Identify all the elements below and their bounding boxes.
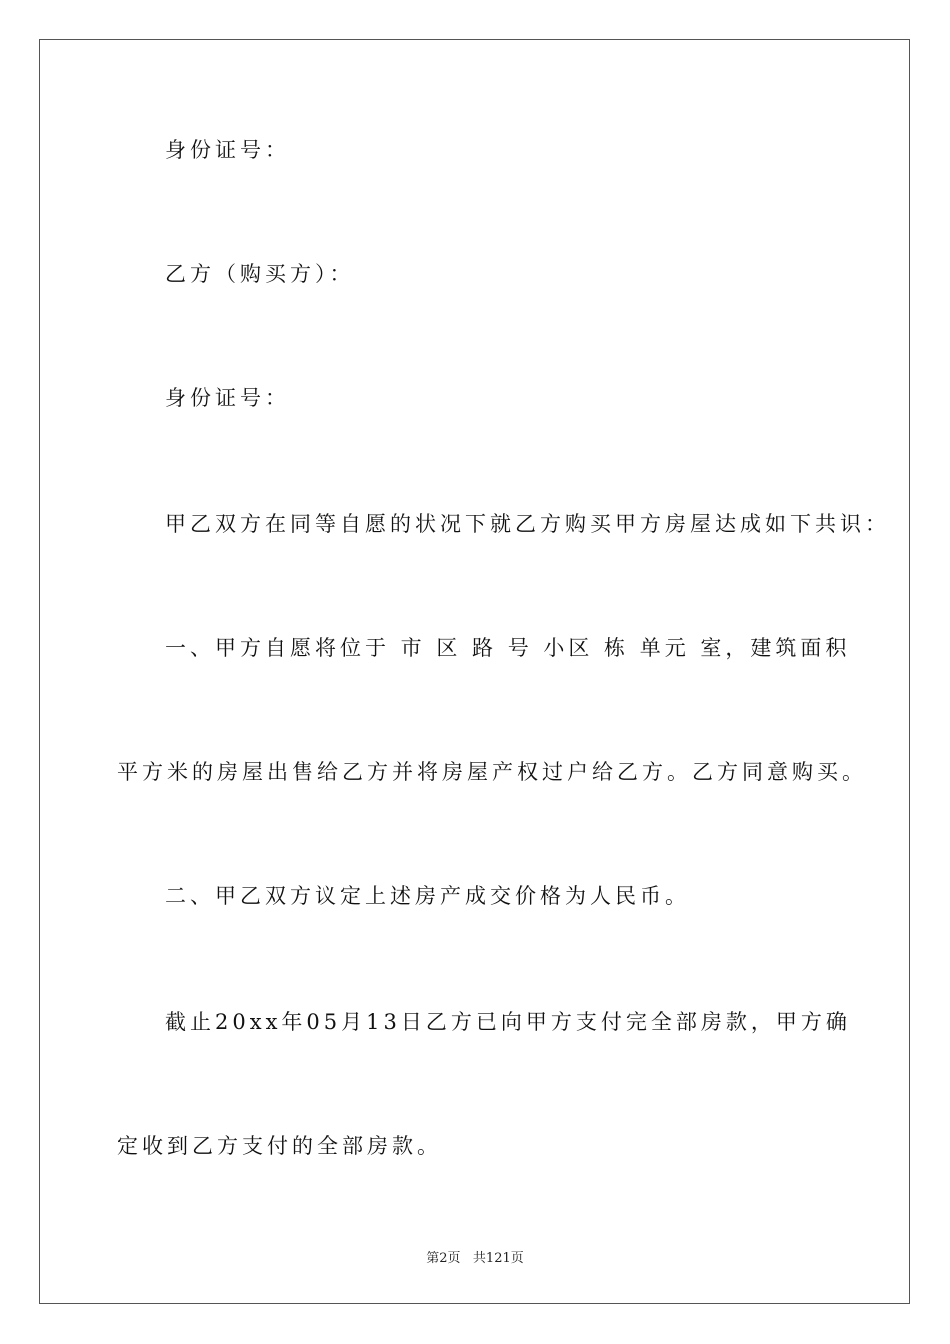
page-border — [39, 39, 910, 1304]
agreement-intro-paragraph: 甲乙双方在同等自愿的状况下就乙方购买甲方房屋达成如下共识： — [165, 512, 890, 536]
seller-id-number-label: 身份证号： — [165, 138, 290, 162]
page-number-footer: 第2页 共121页 — [426, 1251, 524, 1266]
buyer-id-number-label: 身份证号： — [165, 386, 290, 410]
clause-one-line-2: 平方米的房屋出售给乙方并将房屋产权过户给乙方。乙方同意购买。 — [117, 760, 867, 784]
buyer-party-label: 乙方（购买方）： — [165, 262, 355, 286]
payment-paragraph-line-2: 定收到乙方支付的全部房款。 — [117, 1134, 442, 1158]
payment-paragraph-line-1: 截止20xx年05月13日乙方已向甲方支付完全部房款，甲方确 — [165, 1010, 851, 1034]
clause-one-line-1: 一、甲方自愿将位于 市 区 路 号 小区 栋 单元 室，建筑面积 — [165, 636, 851, 660]
clause-two-paragraph: 二、甲乙双方议定上述房产成交价格为人民币。 — [165, 884, 690, 908]
